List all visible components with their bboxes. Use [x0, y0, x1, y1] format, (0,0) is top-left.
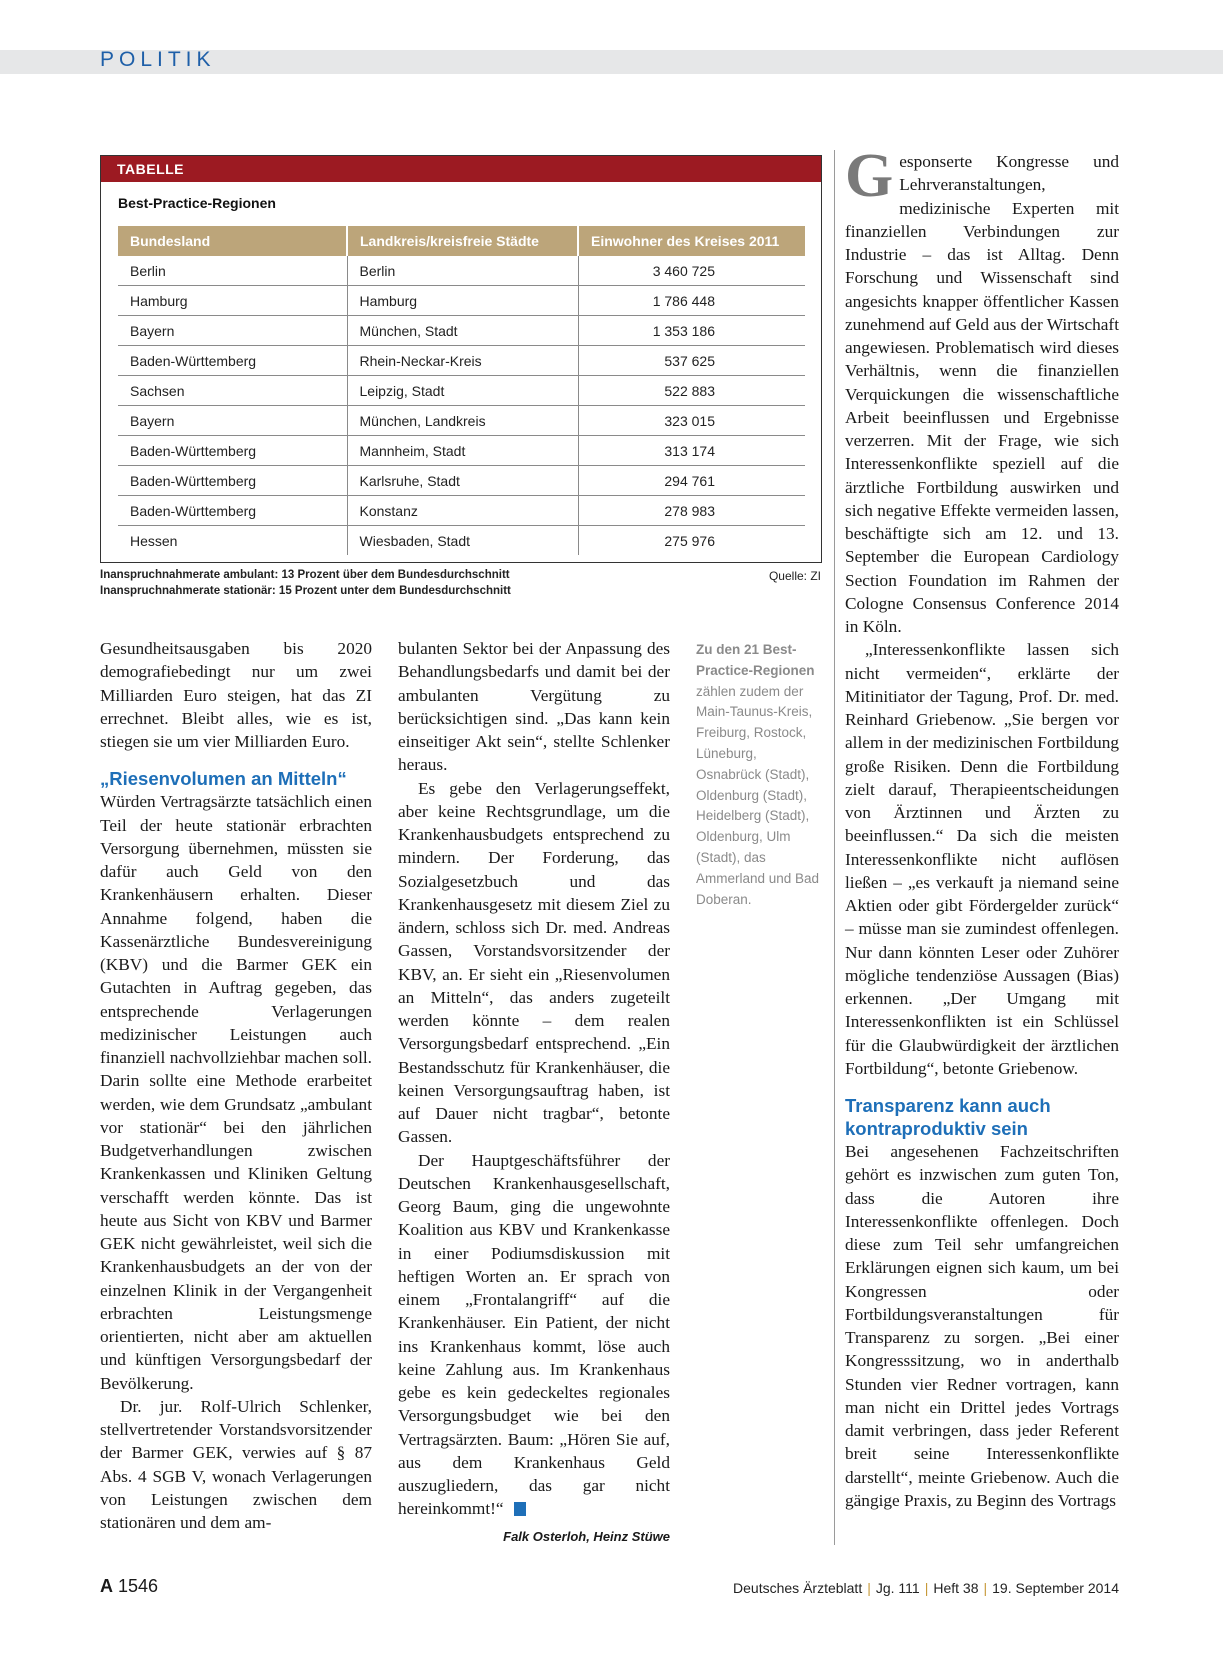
table-cell: Berlin: [347, 256, 578, 286]
best-practice-table: [118, 226, 805, 555]
table-cell: 294 761: [578, 466, 805, 496]
article-column-1: [100, 637, 372, 1534]
subheading: „Riesenvolumen an Mitteln“: [100, 768, 347, 790]
page-number: [100, 1576, 158, 1597]
table-cell: 1 353 186: [578, 316, 805, 346]
table-row: [118, 406, 805, 436]
section-label: POLITIK: [100, 48, 216, 71]
table-cell: 275 976: [664, 532, 715, 549]
article-column-4: [845, 142, 1119, 1512]
table-cell: 522 883: [578, 376, 805, 406]
paragraph: Dr. jur. Rolf-Ulrich Schlenker, stellvertretender Vorstandsvorsitzender der Barmer GEK, verwies auf § 87 Abs. 4 SGB V, wonach Verlagerungen von Leistungen zwischen dem stationären und dem am-: [100, 1396, 372, 1532]
table-row: [118, 316, 805, 346]
paragraph: „Interessenkonflikte lassen sich nicht vermeiden“, erklärte der Mitinitiator der Tagung, Prof. Dr. med. Reinhard Griebenow. „Sie bergen vor allem in der medizinischen Fortbildung große Risiken. Denn die Fortbildung zielt darauf, Therapieentscheidungen von Ärztinnen und Ärzten zu beeinflussen.“ Da sich die meisten Interessenkonflikte nicht auflösen ließen – „es verkauft ja niemand seine Aktien oder gibt Fördergelder zurück“ – müsse man sie zumindest offenlegen. Nur dann könnten Leser oder Zuhörer mögliche tendenziöse Aussagen (Bias) erkennen. „Der Umgang mit Interessenkonflikten ist ein Schlüssel für die Glaubwürdigkeit der ärztlichen Fortbildung“, betonte Griebenow.: [845, 640, 1119, 1078]
paragraph: Würden Vertragsärzte tatsächlich einen Teil der heute stationär erbrachten Versorgung übernehmen, müssten sie dafür auch Geld von den Krankenhäusern erhalten. Dieser Annahme folgend, haben die Kassenärztliche Bundesvereinigung (KBV) und die Barmer GEK ein Gutachten in Auftrag gegeben, das entsprechende Verlagerungen medizinischer Leistungen auch finanziell nachvollziehbar machen soll. Darin sollte eine Methode erarbeitet werden, wie dem Grundsatz „ambulant vor stationär“ bei den jährlichen Budgetverhandlungen zwischen Krankenkassen und Kliniken Geltung verschafft werden könnte. Das ist heute aus Sicht von KBV und Barmer GEK nicht gewährleistet, weil sich die Krankenhausbudgets an der von der einzelnen Klinik in der Vergangenheit erbrachten Leistungsmenge orientierten, nicht aber am aktuellen und künftigen Versorgungsbedarf der Bevölkerung.: [100, 792, 372, 1393]
sidebar-lead: Zu den 21 Best-Practice-Regionen: [696, 642, 815, 678]
table-box: [100, 155, 822, 563]
table-cell: 313 174: [578, 436, 805, 466]
paragraph: Bei angesehenen Fachzeitschriften gehört es inzwischen zum guten Ton, dass die Autoren ihre Interessenkonflikte offenlegen. Doch diese zum Teil sehr umfangreichen Erklärungen eignen sich kaum, um bei Kongressen oder Fortbildungsveranstaltungen für Transparenz zu sorgen. „Bei einer Kongresssitzung, wo in anderthalb Stunden vier Redner vortragen, kann man nicht ein Drittel jedes Vortrags damit verbringen, dass jeder Referent breit seine Interessenkonflikte darstellt“, meinte Griebenow. Auch die gängige Praxis, zu Beginn des Vortrags: [845, 1142, 1119, 1510]
table-cell: Bayern: [118, 316, 347, 346]
table-note-ambulant: Inanspruchnahmerate ambulant: 13 Prozent über dem Bundesdurchschnitt: [100, 569, 510, 581]
table-cell: Berlin: [118, 256, 347, 286]
footer-citation: [733, 1580, 1119, 1596]
table-cell: Hamburg: [118, 286, 347, 316]
table-header-row: [118, 226, 805, 256]
table-row: [118, 526, 805, 556]
separator: |: [867, 1580, 871, 1596]
paragraph-with-dropcap: [845, 142, 1119, 638]
table-cell: Wiesbaden, Stadt: [347, 526, 578, 556]
table-label: TABELLE: [101, 156, 821, 182]
separator: |: [983, 1580, 988, 1596]
table-row: [118, 346, 805, 376]
dropcap: G: [845, 142, 894, 210]
table-cell: Hamburg: [347, 286, 578, 316]
table-cell: München, Stadt: [347, 316, 578, 346]
table-cell: Karlsruhe, Stadt: [347, 466, 578, 496]
column-header: Landkreis/kreisfreie Städte: [347, 226, 578, 256]
table-row: [118, 376, 805, 406]
table-cell: Baden-Württemberg: [118, 496, 347, 526]
table-cell: Mannheim, Stadt: [347, 436, 578, 466]
authors: Falk Osterloh, Heinz Stüwe: [503, 1528, 670, 1544]
paragraph-with-endmark: [398, 1149, 670, 1521]
table-cell: Leipzig, Stadt: [347, 376, 578, 406]
subheading: Transparenz kann auch kontraproduktiv sein: [845, 1095, 1051, 1139]
table-cell: 1 786 448: [578, 286, 805, 316]
volume: Jg. 111: [875, 1580, 920, 1596]
table-cell: Hessen: [118, 526, 347, 556]
sidebar-note: [696, 640, 824, 910]
table-cell: Baden-Württemberg: [118, 436, 347, 466]
article-column-2: [398, 637, 670, 1548]
table-note-stationaer: Inanspruchnahmerate stationär: 15 Prozent unter dem Bundesdurchschnitt: [100, 585, 511, 597]
table-cell: 323 015: [578, 406, 805, 436]
table-row: [118, 256, 805, 286]
table-cell: Baden-Württemberg: [118, 466, 347, 496]
table-row: [118, 436, 805, 466]
table-cell: Baden-Württemberg: [118, 346, 347, 376]
table-row: [118, 286, 805, 316]
page-prefix: A: [100, 1576, 113, 1596]
table-title: Best-Practice-Regionen: [118, 195, 276, 211]
table-cell: Bayern: [118, 406, 347, 436]
table-row: [118, 466, 805, 496]
table-cell: München, Landkreis: [347, 406, 578, 436]
table-cell: Rhein-Neckar-Kreis: [347, 346, 578, 376]
journal-name: Deutsches Ärzteblatt: [733, 1580, 863, 1596]
end-mark-icon: [514, 1502, 526, 1516]
paragraph-text: esponserte Kongresse und Lehrveranstaltungen, medizinische Experten mit finanziellen Verbindungen zur Industrie – das ist Alltag. Denn Forschung und Wissenschaft sind angesichts knapper öffentlicher Kassen zunehmend auf Geld aus der Wirtschaft angewiesen. Problematisch wird dieses Verhältnis, wenn die finanziellen Verquickungen die wissenschaftliche Arbeit beeinflussen und Ergebnisse verzerren. Mit der Frage, wie sich Interessenkonflikte speziell auf die ärztliche Fortbildung auswirken und sich negative Effekte vermeiden lassen, beschäftigte sich am 12. und 13. September die European Cardiology Section Foundation im Rahmen der Cologne Consensus Conference 2014 in Köln.: [845, 152, 1119, 636]
page-number-value: 1546: [118, 1576, 159, 1596]
table-cell: Sachsen: [118, 376, 347, 406]
paragraph: bulanten Sektor bei der Anpassung des Behandlungsbedarfs und damit bei der ambulanten Vergütung zu berücksichtigen sind. „Das kann kein einseitiger Akt sein“, stellte Schlenker heraus.: [398, 639, 670, 775]
issue: Heft 38: [933, 1580, 979, 1596]
table-cell: 3 460 725: [578, 256, 805, 286]
column-divider: [834, 150, 835, 1545]
date: 19. September 2014: [992, 1580, 1119, 1596]
paragraph: Es gebe den Verlagerungseffekt, aber keine Rechtsgrundlage, um die Krankenhausbudgets entsprechend zu mindern. Der Forderung, das Sozialgesetzbuch und das Krankenhausgesetz mit diesem Ziel zu ändern, schloss sich Dr. med. Andreas Gassen, Vorstandsvorsitzender der KBV, an. Er sieht ein „Riesenvolumen an Mitteln“, das anders zugeteilt werden könnte – dem realen Versorgungsbedarf entsprechend. „Ein Bestandsschutz für Krankenhäuser, die keinen Versorgungsauftrag haben, ist auf Dauer nicht tragbar“, betonte Gassen.: [398, 778, 670, 1147]
table-cell: 537 625: [578, 346, 805, 376]
column-header: Einwohner des Kreises 2011: [578, 226, 805, 256]
paragraph: Gesundheitsausgaben bis 2020 demografiebedingt nur um zwei Milliarden Euro steigen, hat das ZI errechnet. Bleibt alles, wie es ist, stiegen sie um vier Milliarden Euro.: [100, 639, 372, 751]
paragraph-text: Der Hauptgeschäftsführer der Deutschen Krankenhausgesellschaft, Georg Baum, ging die ungewohnte Koalition aus KBV und Krankenkasse in einer Podiumsdiskussion mit heftigen Worten an. Er sprach von einem „Frontalangriff“ auf die Krankenhäuser. Ein Patient, der nicht ins Krankenhaus kommt, löse auch keine Zahlung aus. Im Krankenhaus gebe es kein gedeckeltes regionales Versorgungsbudget wie bei den Vertragsärzten. Baum: „Hören Sie auf, aus dem Krankenhaus Geld auszugliedern, das gar nicht hereinkommt!“: [398, 1150, 670, 1519]
sidebar-text: zählen zudem der Main-Taunus-Kreis, Freiburg, Rostock, Lüneburg, Osnabrück (Stadt), Oldenburg (Stadt), Heidelberg (Stadt), Oldenburg, Ulm (Stadt), das Ammerland und Bad Doberan.: [696, 683, 820, 907]
table-cell: 278 983: [578, 496, 805, 526]
separator: |: [924, 1580, 929, 1596]
table-row: [118, 496, 805, 526]
table-source: Quelle: ZI: [768, 569, 821, 583]
column-header: Bundesland: [118, 226, 347, 256]
table-cell: Konstanz: [347, 496, 578, 526]
